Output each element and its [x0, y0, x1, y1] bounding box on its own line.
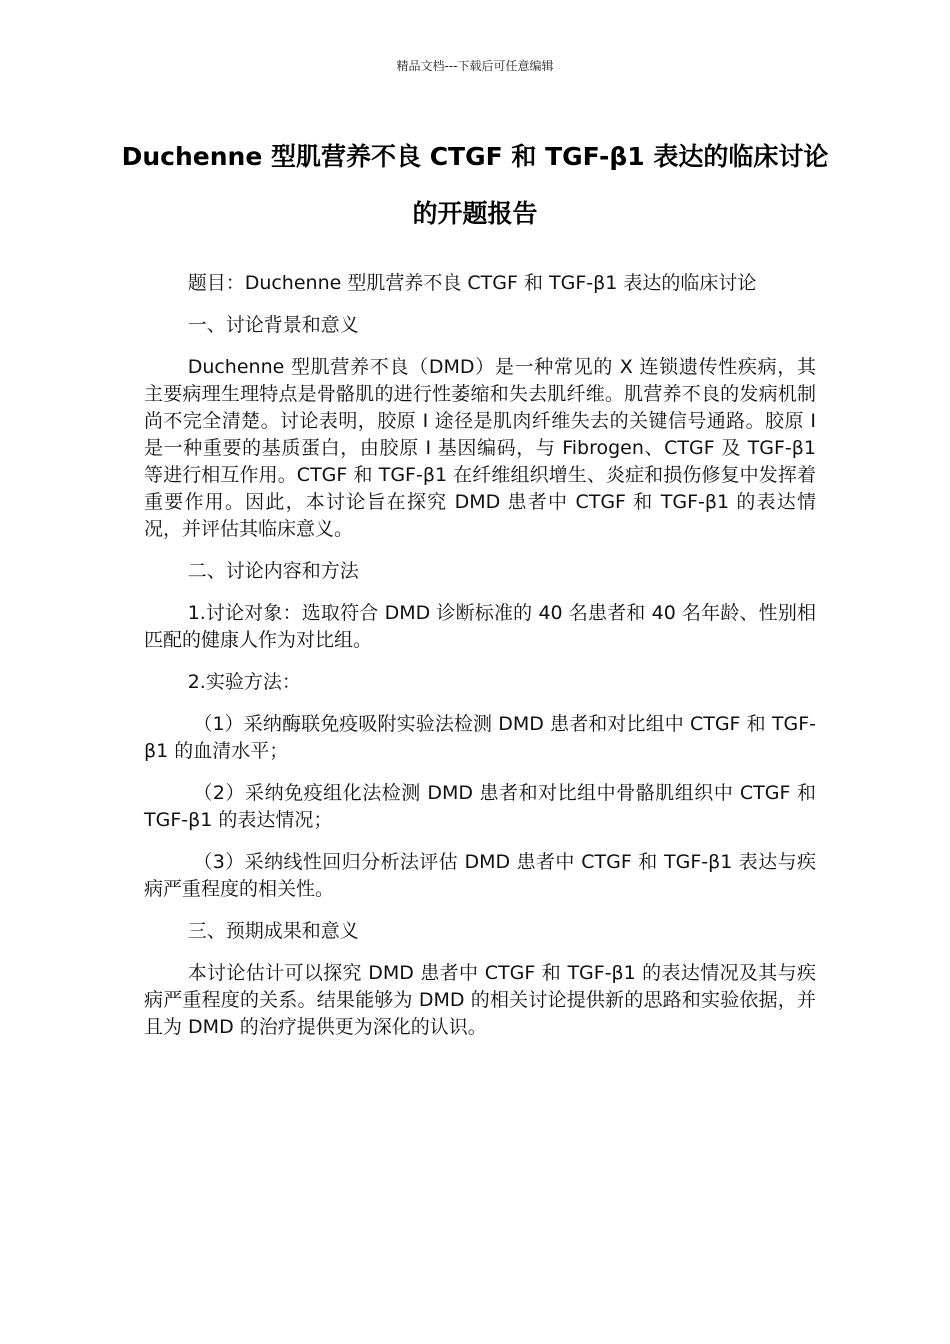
- section-heading-outcomes: 三、预期成果和意义: [187, 920, 359, 942]
- method-item-2: （2）采纳免疫组化法检测 DMD 患者和对比组中骨骼肌组织中 CTGF 和 TGF-β1 的表达情况；: [144, 782, 816, 831]
- page-header-note: 精品文档---下载后可任意编辑: [396, 59, 554, 73]
- methods-label: 2.实验方法：: [187, 671, 301, 693]
- background-paragraph: Duchenne 型肌营养不良（DMD）是一种常见的 X 连锁遗传性疾病，其主要病理生理特点是骨骼肌的进行性萎缩和失去肌纤维。肌营养不良的发病机制尚不完全清楚。讨论表明，胶原 I 途径是肌肉纤维失去的关键信号通路。胶原 I 是一种重要的基质蛋白，由胶原 I 基因编码，与 Fibrogen、CTGF 及 TGF-β1 等进行相互作用。CTGF 和 TGF-β1 在纤维组织增生、炎症和损伤修复中发挥着重要作用。因此，本讨论旨在探究 DMD 患者中 CTGF 和 TGF-β1 的表达情况，并评估其临床意义。: [144, 356, 816, 540]
- subjects-paragraph: 1.讨论对象：选取符合 DMD 诊断标准的 40 名患者和 40 名年龄、性别相匹配的健康人作为对比组。: [144, 602, 816, 651]
- outcomes-paragraph: 本讨论估计可以探究 DMD 患者中 CTGF 和 TGF-β1 的表达情况及其与疾病严重程度的关系。结果能够为 DMD 的相关讨论提供新的思路和实验依据，并且为 DMD 的治疗提供更为深化的认识。: [144, 962, 816, 1038]
- method-item-3: （3）采纳线性回归分析法评估 DMD 患者中 CTGF 和 TGF-β1 表达与疾病严重程度的相关性。: [144, 851, 816, 900]
- section-heading-background: 一、讨论背景和意义: [187, 314, 359, 336]
- section-heading-methods: 二、讨论内容和方法: [187, 560, 359, 582]
- method-item-1: （1）采纳酶联免疫吸附实验法检测 DMD 患者和对比组中 CTGF 和 TGF-β1 的血清水平；: [144, 713, 816, 762]
- topic-line: 题目：Duchenne 型肌营养不良 CTGF 和 TGF-β1 表达的临床讨论: [187, 272, 757, 294]
- document-body: [144, 270, 816, 1056]
- document-title: Duchenne 型肌营养不良 CTGF 和 TGF-β1 表达的临床讨论的开题报告: [121, 142, 829, 228]
